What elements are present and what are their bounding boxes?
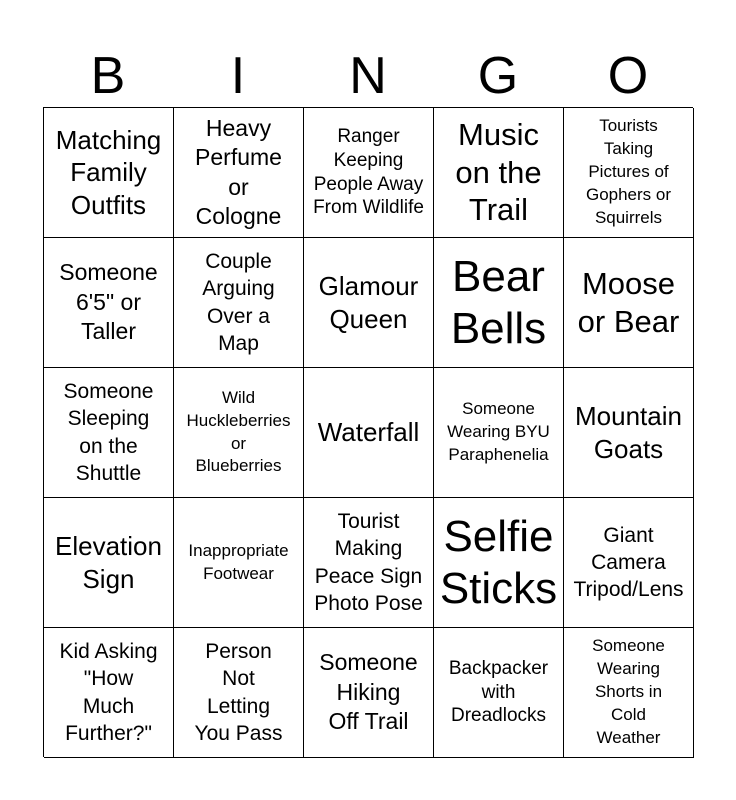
bingo-cell[interactable] [564, 628, 694, 758]
bingo-cell[interactable] [174, 628, 304, 758]
bingo-cell[interactable] [304, 498, 434, 628]
cell-text: Elevation Sign [55, 531, 162, 594]
bingo-cell[interactable] [304, 368, 434, 498]
cell-text: Couple Arguing Over a Map [202, 249, 275, 355]
bingo-cell[interactable] [434, 238, 564, 368]
cell-text: Kid Asking "How Much Further?" [59, 639, 158, 745]
bingo-cell[interactable] [44, 368, 174, 498]
cell-text: Giant Camera Tripod/Lens [573, 523, 684, 602]
bingo-cell[interactable] [434, 498, 564, 628]
cell-text: Backpacker with Dreadlocks [448, 657, 549, 727]
cell-text: Glamour Queen [318, 271, 419, 334]
cell-text: Heavy Perfume or Cologne [195, 114, 282, 229]
bingo-cell[interactable] [174, 368, 304, 498]
bingo-cell[interactable] [564, 498, 694, 628]
bingo-cell[interactable] [44, 238, 174, 368]
cell-text: Wild Huckleberries or Blueberries [186, 387, 291, 476]
cell-text: Tourists Taking Pictures of Gophers or Squirrels [585, 116, 672, 227]
cell-text: Moose or Bear [577, 265, 680, 339]
bingo-cell[interactable] [174, 238, 304, 368]
cell-text: Waterfall [317, 417, 420, 448]
bingo-cell[interactable] [174, 108, 304, 238]
bingo-cell[interactable] [434, 368, 564, 498]
cell-text: Tourist Making Peace Sign Photo Pose [314, 509, 423, 615]
bingo-cell[interactable] [564, 108, 694, 238]
header-letter-n: N [349, 47, 387, 105]
bingo-cell[interactable] [304, 108, 434, 238]
cell-text: Bear Bells [450, 252, 547, 353]
cell-text: Inappropriate Footwear [188, 540, 289, 583]
header-letter-b: B [90, 47, 126, 105]
header-letter-g: G [477, 47, 519, 105]
bingo-cell[interactable] [564, 368, 694, 498]
header-letter-i: I [230, 47, 246, 105]
cell-text: Someone Sleeping on the Shuttle [63, 379, 154, 485]
header-letter-o: O [607, 47, 649, 105]
cell-text: Person Not Letting You Pass [194, 639, 283, 745]
cell-text: Ranger Keeping People Away From Wildlife [313, 126, 424, 219]
bingo-cell[interactable] [44, 498, 174, 628]
cell-text: Someone 6'5" or Taller [59, 259, 158, 345]
cell-text: Someone Wearing BYU Paraphenelia [447, 399, 550, 464]
cell-text: Matching Family Outfits [55, 124, 162, 220]
cell-text: Selfie Sticks [439, 512, 558, 613]
cell-text: Music on the Trail [455, 116, 542, 228]
cell-text: Someone Wearing Shorts in Cold Weather [592, 636, 665, 747]
bingo-cell[interactable] [434, 108, 564, 238]
cell-text: Mountain Goats [575, 401, 682, 464]
bingo-header [43, 44, 693, 108]
cell-text: Someone Hiking Off Trail [319, 649, 418, 735]
bingo-cell[interactable] [44, 108, 174, 238]
bingo-cell[interactable] [304, 238, 434, 368]
bingo-cell[interactable] [44, 628, 174, 758]
bingo-cell[interactable] [304, 628, 434, 758]
bingo-grid [43, 107, 693, 757]
bingo-cell[interactable] [174, 498, 304, 628]
bingo-cell[interactable] [434, 628, 564, 758]
bingo-cell[interactable] [564, 238, 694, 368]
